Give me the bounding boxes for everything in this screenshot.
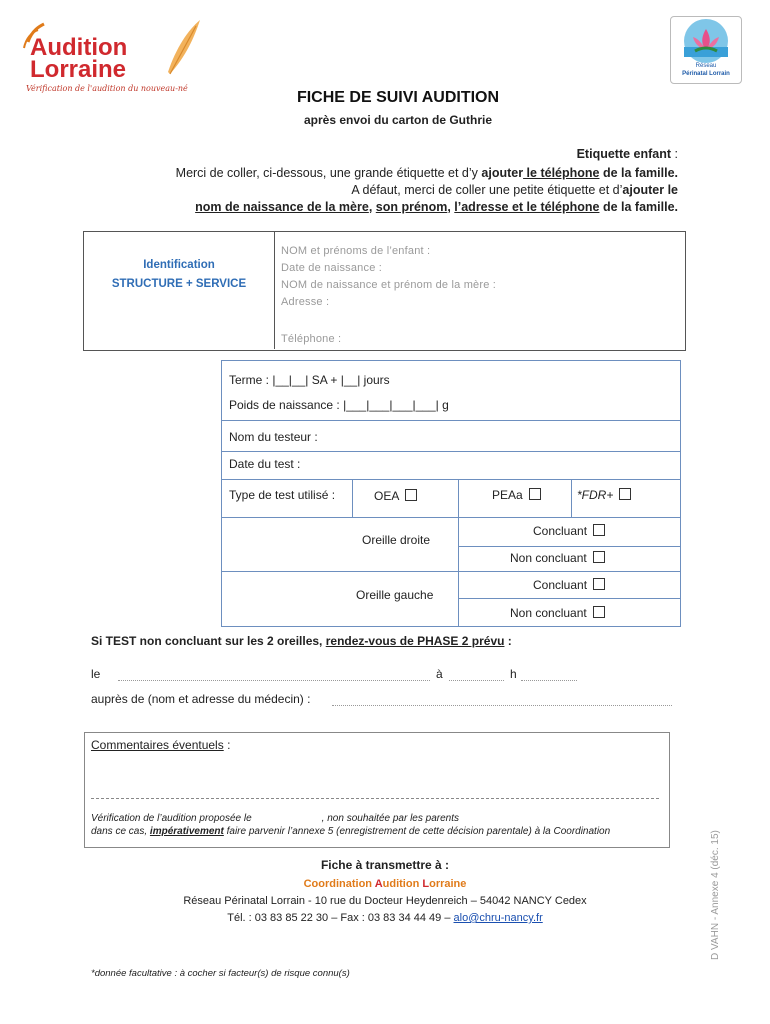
- row-divider: [222, 451, 680, 452]
- type-test-label: Type de test utilisé :: [229, 488, 336, 502]
- col-divider: [352, 479, 353, 517]
- doctor-field[interactable]: [332, 705, 672, 706]
- test-table: [221, 360, 681, 627]
- audition-lorraine-logo: [18, 18, 208, 100]
- text-underlined: l’adresse et le téléphone: [454, 200, 600, 214]
- date-test-field[interactable]: Date du test :: [229, 457, 301, 471]
- row-divider: [458, 546, 680, 547]
- logo-word-audition: Audition: [30, 34, 128, 61]
- coordination-name: [0, 878, 770, 890]
- reseau-perinatal-logo: [670, 16, 742, 84]
- row-divider: [222, 479, 680, 480]
- oea-label: OEA: [374, 489, 400, 503]
- text: L: [422, 878, 430, 890]
- text: de la famille.: [599, 200, 678, 214]
- page-subtitle: après envoi du carton de Guthrie: [303, 113, 493, 127]
- concluant-label: Concluant: [533, 578, 588, 592]
- text: :: [671, 147, 678, 161]
- mother-name-field[interactable]: NOM de naissance et prénom de la mère :: [281, 279, 497, 291]
- text: Coordination: [303, 878, 375, 890]
- address-field[interactable]: Adresse :: [281, 296, 330, 308]
- text: dans ce cas,: [91, 826, 150, 837]
- text: ,: [447, 200, 455, 214]
- comments-heading: [91, 738, 230, 752]
- email-link[interactable]: alo@chru-nancy.fr: [453, 912, 543, 924]
- fdr-checkbox[interactable]: [619, 488, 631, 500]
- text: ,: [368, 200, 376, 214]
- col-divider: [458, 479, 459, 626]
- text-emphasis: impérativement: [149, 826, 224, 837]
- col-divider: [571, 479, 572, 517]
- non-concluant-label: Non concluant: [510, 551, 587, 565]
- transmit-heading: Fiche à transmettre à :: [320, 858, 450, 872]
- non-concluant-label: Non concluant: [510, 606, 587, 620]
- left-non-concluant-checkbox[interactable]: [593, 606, 605, 618]
- phone-field[interactable]: Téléphone :: [281, 333, 342, 345]
- text-underlined: rendez-vous de PHASE 2 prévu: [325, 634, 505, 648]
- right-concluant-option[interactable]: [533, 524, 605, 538]
- text: Vérification de l’audition proposée le: [91, 813, 252, 824]
- phase2-date-field[interactable]: [118, 680, 430, 681]
- phase2-a-label: à: [436, 667, 443, 681]
- text-underlined: son prénom: [375, 200, 448, 214]
- instruction-line-1: [577, 145, 678, 164]
- text-bold: ajouter le: [622, 183, 678, 197]
- text: Si TEST non concluant sur les 2 oreilles,: [91, 634, 326, 648]
- logo-word-lorraine: Lorraine: [30, 56, 127, 83]
- pea-checkbox[interactable]: [529, 488, 541, 500]
- logo-reseau-text: Réseau: [695, 63, 717, 69]
- testeur-field[interactable]: Nom du testeur :: [229, 430, 318, 444]
- identification-label: Identification: [143, 259, 215, 271]
- concluant-label: Concluant: [533, 524, 588, 538]
- text: , non souhaitée par les parents: [321, 813, 459, 824]
- phase2-minute-field[interactable]: [521, 680, 577, 681]
- contact-line: [0, 912, 770, 924]
- right-concluant-checkbox[interactable]: [593, 524, 605, 536]
- text: udition: [382, 878, 423, 890]
- left-concluant-checkbox[interactable]: [593, 578, 605, 590]
- ear-left-label: Oreille gauche: [356, 588, 434, 602]
- oea-checkbox[interactable]: [405, 489, 417, 501]
- text-underlined: le téléphone: [523, 166, 600, 180]
- row-divider: [458, 598, 680, 599]
- text: :: [223, 738, 231, 752]
- phone-fax: Tél. : 03 83 85 22 30 – Fax : 03 83 34 44 49 –: [227, 912, 454, 924]
- pea-label: PEAa: [492, 488, 523, 502]
- verification-line-2: [91, 826, 610, 837]
- text: faire parvenir l’annexe 5 (enregistrement de cette décision parentale) à la Coordination: [223, 826, 611, 837]
- logo-perinatal-text: Périnatal Lorrain: [682, 71, 730, 77]
- comments-line: [91, 798, 659, 799]
- text: A: [374, 878, 383, 890]
- side-annex-label: [700, 810, 720, 960]
- text: orraine: [429, 878, 467, 890]
- label-etiquette: Etiquette enfant: [576, 147, 672, 161]
- row-divider: [222, 420, 680, 421]
- right-non-concluant-checkbox[interactable]: [593, 551, 605, 563]
- side-annex-text: D VAHN - Annexe 4 (déc. 15): [710, 830, 721, 960]
- phase2-date-label: le: [91, 667, 101, 681]
- fdr-option[interactable]: [577, 488, 631, 502]
- logo-tagline: Vérification de l'audition du nouveau-né: [26, 84, 188, 93]
- footnote: *donnée facultative : à cocher si facteur(s) de risque connu(s): [91, 968, 350, 979]
- text-underlined: nom de naissance de la mère: [195, 200, 369, 214]
- phase2-hour-field[interactable]: [449, 680, 504, 681]
- structure-service-label: STRUCTURE + SERVICE: [111, 278, 247, 290]
- child-name-field[interactable]: NOM et prénoms de l’enfant :: [281, 245, 431, 257]
- text: :: [504, 634, 512, 648]
- text: A défaut, merci de coller une petite étiquette et d’: [351, 183, 623, 197]
- identification-divider: [274, 231, 275, 349]
- phase2-h-label: h: [510, 667, 517, 681]
- pea-option[interactable]: [492, 488, 541, 502]
- text-bold: de la famille.: [599, 166, 678, 180]
- text: Merci de coller, ci-dessous, une grande étiquette et d’y: [175, 166, 482, 180]
- birthdate-field[interactable]: Date de naissance :: [281, 262, 383, 274]
- row-divider: [222, 517, 680, 518]
- instruction-line-4: [195, 198, 678, 217]
- lotus-icon: [671, 17, 741, 63]
- phase2-heading: [91, 634, 512, 648]
- verification-line-1: [91, 813, 459, 824]
- left-concluant-option[interactable]: [533, 578, 605, 592]
- row-divider: [222, 571, 680, 572]
- doctor-label: auprès de (nom et adresse du médecin) :: [91, 692, 311, 706]
- text-bold: ajouter: [481, 166, 524, 180]
- comments-label: Commentaires éventuels: [91, 738, 224, 752]
- reseau-address: Réseau Périnatal Lorrain - 10 rue du Docteur Heydenreich – 54042 NANCY Cedex: [183, 895, 587, 907]
- oea-option[interactable]: [374, 489, 417, 503]
- left-non-concluant-option[interactable]: [510, 606, 605, 620]
- ear-right-label: Oreille droite: [362, 533, 431, 547]
- terme-field[interactable]: Terme : |__|__| SA + |__| jours: [229, 373, 390, 387]
- fdr-label: *FDR+: [577, 488, 614, 502]
- right-non-concluant-option[interactable]: [510, 551, 605, 565]
- page-title: FICHE DE SUIVI AUDITION: [296, 89, 500, 106]
- poids-field[interactable]: Poids de naissance : |___|___|___|___| g: [229, 398, 449, 412]
